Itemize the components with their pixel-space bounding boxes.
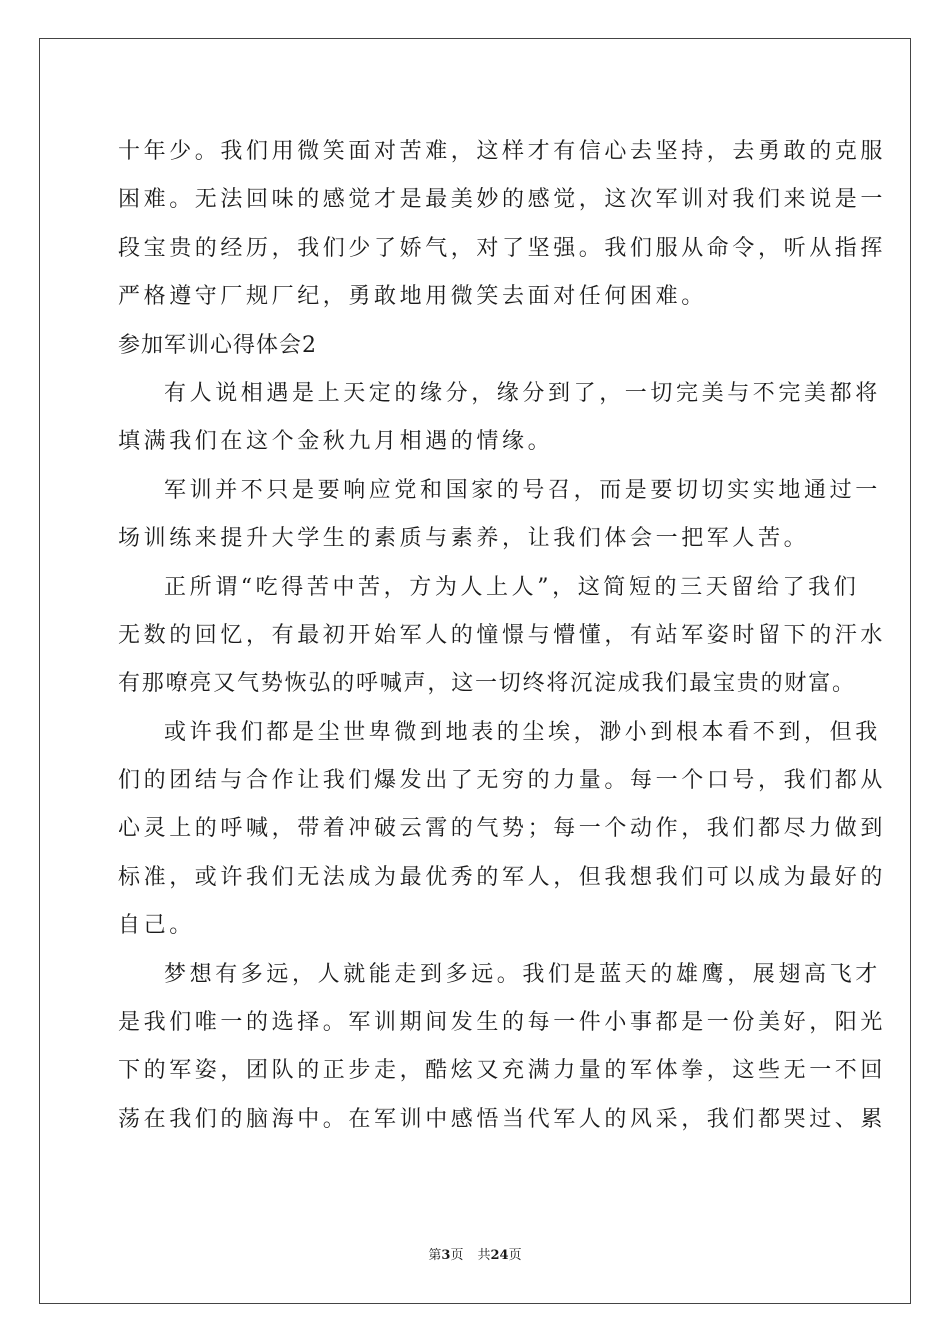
page-label-prefix: 第 <box>428 1248 442 1263</box>
text-line: 是我们唯一的选择。军训期间发生的每一件小事都是一份美好，阳光 <box>118 1010 887 1036</box>
text-line: 下的军姿，团队的正步走，酷炫又充满力量的军体拳，这些无一不回 <box>118 1058 887 1084</box>
text-line: 荡在我们的脑海中。在军训中感悟当代军人的风采，我们都哭过、累 <box>118 1106 887 1132</box>
document-body <box>118 128 887 1144</box>
total-pages: 24 <box>490 1248 509 1263</box>
text-line: 段宝贵的经历，我们少了娇气，对了坚强。我们服从命令，听从指挥 <box>118 235 887 261</box>
text-line: 标准，或许我们无法成为最优秀的军人，但我想我们可以成为最好的 <box>118 864 887 890</box>
total-label-suffix: 页 <box>508 1248 522 1263</box>
text-line: 困难。无法回味的感觉才是最美妙的感觉，这次军训对我们来说是一 <box>118 187 887 213</box>
text-line: 无数的回忆，有最初开始军人的憧憬与懵懂，有站军姿时留下的汗水 <box>118 622 887 648</box>
text-line: 填满我们在这个金秋九月相遇的情缘。 <box>118 429 554 455</box>
page-label-suffix: 页 <box>450 1248 464 1263</box>
text-line: 或许我们都是尘世卑微到地表的尘埃，渺小到根本看不到，但我 <box>164 719 881 745</box>
text-line: 梦想有多远，人就能走到多远。我们是蓝天的雄鹰，展翅高飞才 <box>164 961 881 987</box>
text-line: 军训并不只是要响应党和国家的号召，而是要切切实实地通过一 <box>164 477 881 503</box>
text-line: 自己。 <box>118 913 195 939</box>
text-line: 们的团结与合作让我们爆发出了无穷的力量。每一个口号，我们都从 <box>118 768 887 794</box>
text-line: 有那嘹亮又气势恢弘的呼喊声，这一切终将沉淀成我们最宝贵的财富。 <box>118 671 856 697</box>
text-line: 场训练来提升大学生的素质与素养，让我们体会一把军人苦。 <box>118 526 810 552</box>
page-number: 3 <box>441 1248 451 1263</box>
text-line: 心灵上的呼喊，带着冲破云霄的气势；每一个动作，我们都尽力做到 <box>118 816 887 842</box>
text-line: 严格遵守厂规厂纪，勇敢地用微笑去面对任何困难。 <box>118 284 707 310</box>
text-line: 十年少。我们用微笑面对苦难，这样才有信心去坚持，去勇敢的克服 <box>118 139 887 164</box>
total-label-prefix: 共 <box>477 1248 491 1263</box>
page-footer <box>0 1247 950 1265</box>
section-heading: 参加军训心得体会2 <box>118 332 317 358</box>
text-line: 正所谓“吃得苦中苦，方为人上人”，这简短的三天留给了我们 <box>164 574 860 600</box>
text-line: 有人说相遇是上天定的缘分，缘分到了，一切完美与不完美都将 <box>164 380 881 406</box>
